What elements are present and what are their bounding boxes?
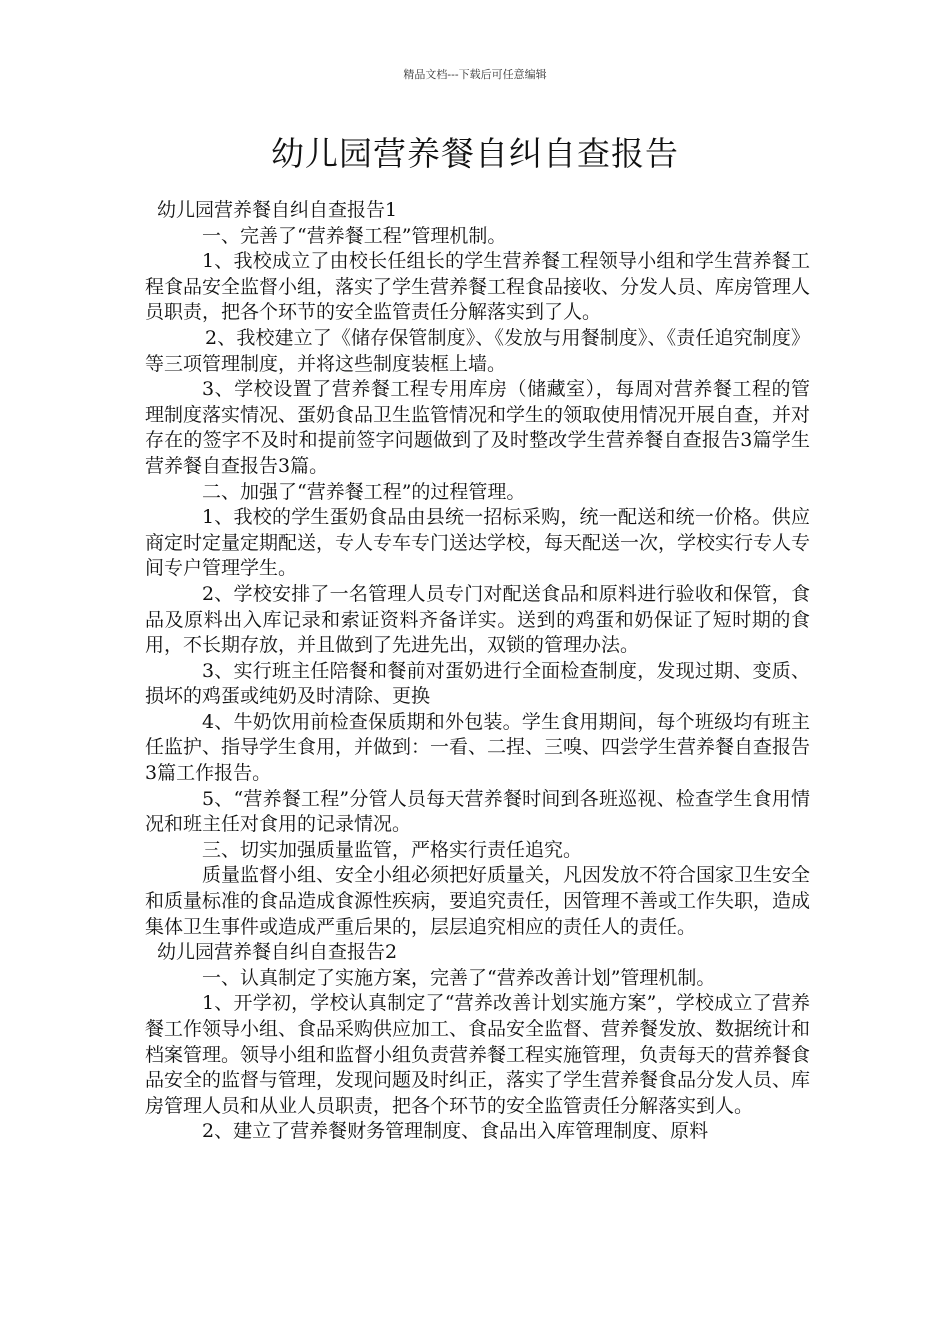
paragraph: 5、“营养餐工程”分管人员每天营养餐时间到各班巡视、检查学生食用情况和班主任对食用的记录情况。: [145, 787, 810, 836]
paragraph: 4、牛奶饮用前检查保质期和外包装。学生食用期间，每个班级均有班主任监护、指导学生食用，并做到：一看、二捏、三嗅、四尝学生营养餐自查报告3篇工作报告。: [145, 710, 811, 785]
document-title: 幼儿园营养餐自纠自查报告: [271, 134, 679, 173]
paragraph: 一、完善了“营养餐工程”管理机制。: [202, 224, 507, 247]
paragraph: 质量监督小组、安全小组必须把好质量关，凡因发放不符合国家卫生安全和质量标准的食品造成食源性疾病，要追究责任，因管理不善或工作失职，造成集体卫生事件或造成严重后果的，层层追究相应的责任人的责任。: [145, 864, 811, 938]
section-heading: 幼儿园营养餐自纠自查报告2: [157, 941, 398, 964]
paragraph: 1、我校的学生蛋奶食品由县统一招标采购，统一配送和统一价格。供应商定时定量定期配送，专人专车专门送达学校，每天配送一次，学校实行专人专间专户管理学生。: [145, 506, 811, 580]
paragraph: 1、我校成立了由校长任组长的学生营养餐工程领导小组和学生营养餐工程食品安全监督小组，落实了学生营养餐工程食品接收、分发人员、库房管理人员职责，把各个环节的安全监管责任分解落实到了人。: [145, 250, 811, 324]
paragraph: 二、加强了“营养餐工程”的过程管理。: [202, 480, 526, 503]
paragraph: 3、实行班主任陪餐和餐前对蛋奶进行全面检查制度，发现过期、变质、损坏的鸡蛋或纯奶及时清除、更换: [145, 659, 810, 708]
section-heading: 幼儿园营养餐自纠自查报告1: [157, 199, 398, 221]
document-body: [145, 198, 810, 1145]
paragraph: 3、学校设置了营养餐工程专用库房（储藏室），每周对营养餐工程的管理制度落实情况、蛋奶食品卫生监管情况和学生的领取使用情况开展自查，并对存在的签字不及时和提前签字问题做到了及时整改学生营养餐自查报告3篇学生营养餐自查报告3篇。: [145, 378, 811, 477]
paragraph: 三、切实加强质量监管，严格实行责任追究。: [202, 838, 583, 861]
paragraph: 2、建立了营养餐财务管理制度、食品出入库管理制度、原料: [202, 1120, 709, 1143]
paragraph: 一、认真制定了实施方案，完善了“营养改善计划”管理机制。: [202, 966, 716, 989]
paragraph: 2、我校建立了《储存保管制度》、《发放与用餐制度》、《责任追究制度》等三项管理制度，并将这些制度装框上墙。: [145, 326, 810, 375]
page-header-note: 精品文档---下载后可任意编辑: [403, 68, 547, 81]
paragraph: 1、开学初，学校认真制定了“营养改善计划实施方案”，学校成立了营养餐工作领导小组、食品采购供应加工、食品安全监督、营养餐发放、数据统计和档案管理。领导小组和监督小组负责营养餐工程实施管理，负责每天的营养餐食品安全的监督与管理，发现问题及时纠正，落实了学生营养餐食品分发人员、库房管理人员和从业人员职责，把各个环节的安全监管责任分解落实到人。: [145, 992, 811, 1117]
paragraph: 2、学校安排了一名管理人员专门对配送食品和原料进行验收和保管，食品及原料出入库记录和索证资料齐备详实。送到的鸡蛋和奶保证了短时期的食用，不长期存放，并且做到了先进先出，双锁的管理办法。: [145, 582, 810, 657]
